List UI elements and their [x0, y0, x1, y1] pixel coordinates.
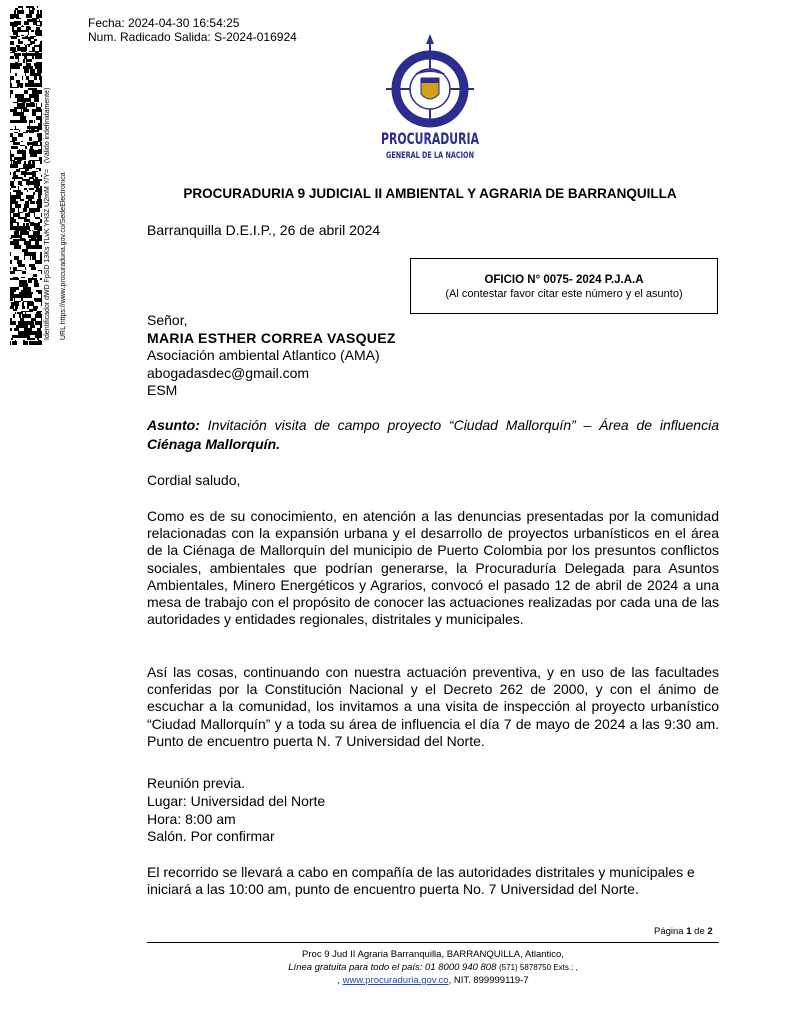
asunto-label: Asunto:	[147, 417, 200, 433]
page-current: 1	[686, 926, 692, 937]
header-fecha: Fecha: 2024-04-30 16:54:25	[88, 16, 240, 30]
oficio-box	[410, 258, 718, 314]
page-number	[654, 926, 713, 937]
reunion-hora: Hora: 8:00 am	[147, 811, 236, 827]
salutation: Cordial saludo,	[147, 472, 241, 488]
asunto	[147, 416, 719, 454]
oficio-number: OFICIO N° 0075- 2024 P.J.A.A	[484, 274, 644, 286]
reunion-lugar: Lugar: Universidad del Norte	[147, 793, 326, 809]
footer-website-link[interactable]: www.procuraduria.gov.co	[342, 975, 449, 986]
footer-divider	[147, 942, 719, 943]
footer-line-3	[147, 974, 719, 987]
reunion-title: Reunión previa.	[147, 775, 246, 791]
side-identifier	[44, 88, 51, 340]
side-url: URL https://www.procuraduria.gov.co/SedeElectronica	[60, 172, 67, 340]
body-paragraph-2: Así las cosas, continuando con nuestra actuación preventiva, y en uso de las facultades conferidas por la Constitución Nacional y el Decreto 262 de 2000, y con el ánimo de escuchar a la comunidad, los invitamos a una visita de inspección al proyecto urbanístico “Ciudad Mallorquín” y a toda su área de influencia el día 7 de mayo de 2024 a las 9:30 am. Punto de encuentro puerta N. 7 Universidad del Norte.	[147, 664, 719, 749]
asunto-text: Invitación visita de campo proyecto “Ciudad Mallorquín” – Área de influencia	[199, 417, 719, 433]
barcode-image	[10, 6, 42, 344]
header-radicado: Num. Radicado Salida: S-2024-016924	[88, 30, 297, 44]
page-total: 2	[707, 926, 713, 937]
footer-prefix: ,	[337, 975, 343, 986]
footer-line-1: Proc 9 Jud II Agraria Barranquilla, BARRANQUILLA, Atlantico,	[302, 949, 564, 960]
addressee-name: MARIA ESTHER CORREA VASQUEZ	[147, 330, 396, 346]
addressee-greeting: Señor,	[147, 312, 188, 328]
page-heading: PROCURADURIA 9 JUDICIAL II AMBIENTAL Y AGRARIA DE BARRANQUILLA	[183, 186, 677, 201]
addressee-email: abogadasdec@gmail.com	[147, 365, 310, 381]
addressee-city: ESM	[147, 382, 178, 398]
footer-nit: , NIT. 899999119-7	[448, 975, 529, 986]
logo-text-line2: GENERAL DE LA NACION	[386, 151, 474, 161]
reunion-salon: Salón. Por confirmar	[147, 828, 275, 844]
footer-hotline: Línea gratuita para todo el país: 01 8000 940 808	[288, 962, 500, 973]
page-sep: de	[691, 926, 708, 937]
body-paragraph-3: El recorrido se llevará a cabo en compañía de las autoridades distritales y municipales e iniciará a las 10:00 am, punto de encuentro puerta No. 7 Universidad del Norte.	[147, 864, 695, 898]
page-label: Página	[654, 926, 687, 937]
asunto-text-bold: Ciénaga Mallorquín.	[147, 436, 281, 452]
body-paragraph-1: Como es de su conocimiento, en atención a las denuncias presentadas por la comunidad relacionadas con la expansión urbana y el desarrollo de proyectos urbanísticos en el área de la Ciénaga de Mallorquín del municipio de Puerto Colombia por los presuntos conflictos sociales, ambientales que podrían generarse, la Procuraduría Delegada para Asuntos Ambientales, Minero Energéticos y Agrarios, convocó el pasado 12 de abril de 2024 a una mesa de trabajo con el propósito de conocer las actuaciones realizadas por cada una de las autoridades y entidades regionales, distritales y municipales.	[147, 508, 719, 628]
addressee-organization: Asociación ambiental Atlantico (AMA)	[147, 347, 380, 363]
place-date: Barranquilla D.E.I.P., 26 de abril 2024	[147, 222, 381, 238]
logo-text-line1: PROCURADURIA	[381, 129, 480, 148]
side-validity: (Válido indefinidamente)	[44, 87, 51, 164]
procuraduria-logo	[380, 34, 480, 174]
footer-phone: (571) 5878750 Exts.: ,	[499, 963, 578, 972]
side-identifier-code: Identificador dWD FpSD 13Ks TLvK YH3Z U2mM Y/Y=	[44, 169, 51, 340]
footer-line-2	[147, 961, 719, 974]
oficio-note: (Al contestar favor citar este número y el asunto)	[445, 288, 683, 300]
